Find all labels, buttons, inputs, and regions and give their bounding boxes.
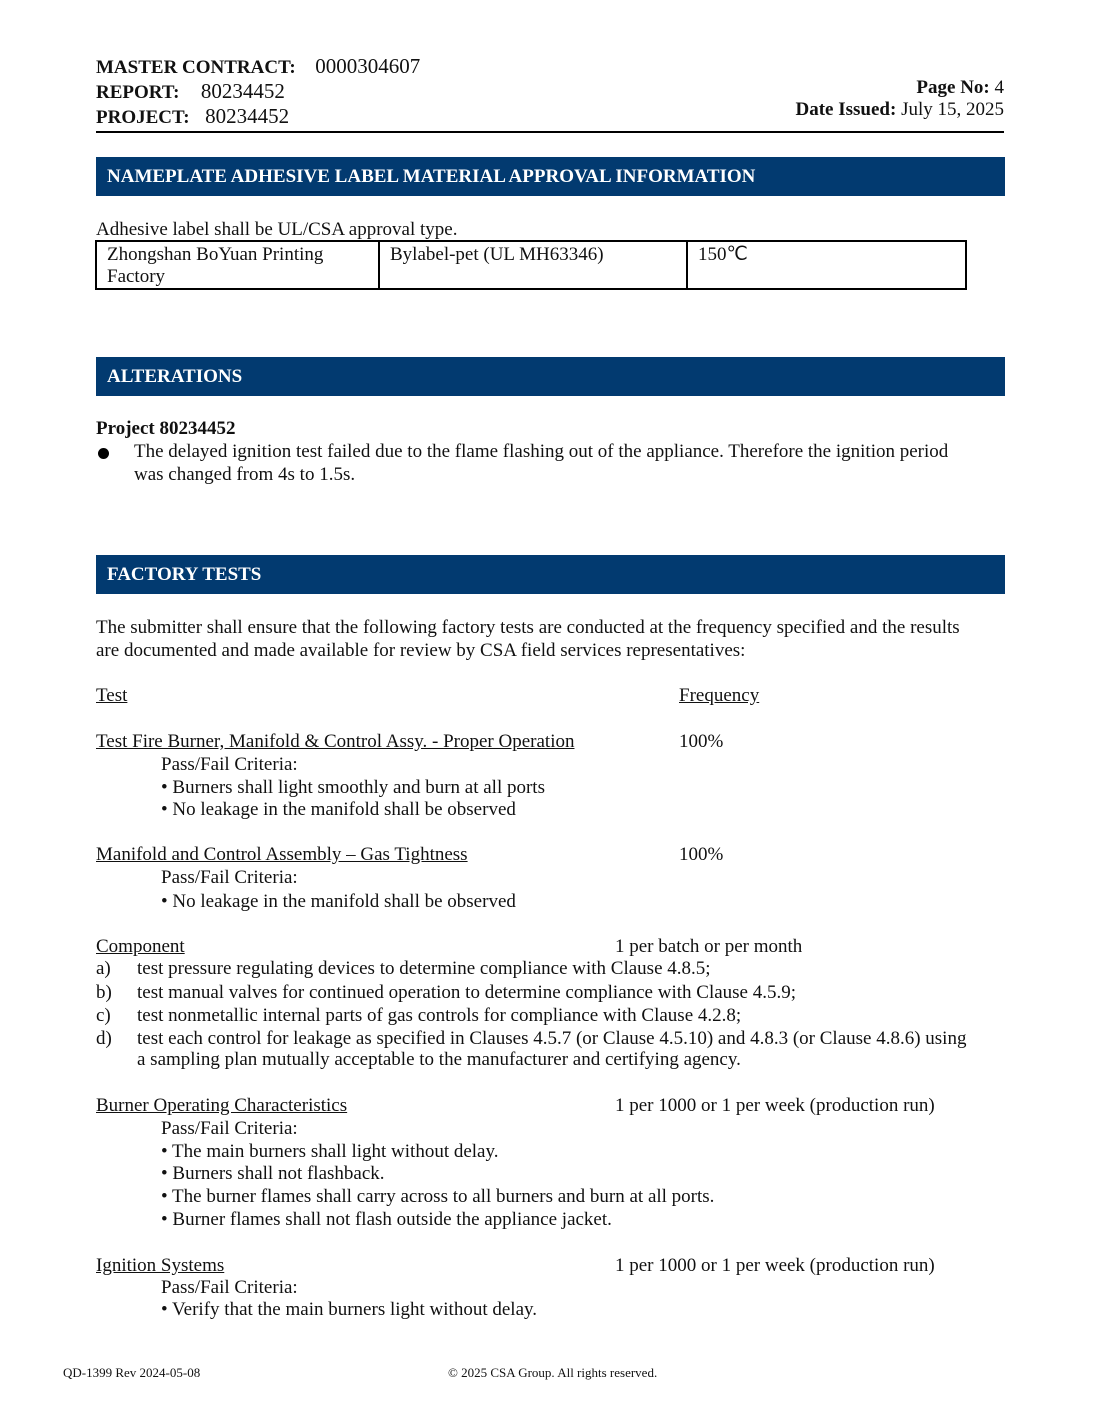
criteria-item: • No leakage in the manifold shall be observed <box>161 891 516 912</box>
factory-intro-line-2: are documented and made available for review by CSA field services representatives: <box>96 640 746 661</box>
criteria-item: • Burner flames shall not flash outside the appliance jacket. <box>161 1209 612 1230</box>
criteria-item: • Burners shall not flashback. <box>161 1163 385 1184</box>
criteria-label: Pass/Fail Criteria: <box>161 867 298 888</box>
test-name: Burner Operating Characteristics <box>96 1095 348 1116</box>
test-frequency: 1 per 1000 or 1 per week (production run) <box>615 1255 935 1276</box>
list-letter: a) <box>96 958 111 979</box>
table-row <box>96 241 966 289</box>
list-item: test manual valves for continued operation to determine compliance with Clause 4.5.9; <box>137 982 797 1003</box>
test-frequency: 1 per batch or per month <box>615 936 803 957</box>
project-value: 80234452 <box>205 104 290 128</box>
date-label: Date Issued: <box>795 99 897 120</box>
list-letter: c) <box>96 1005 111 1026</box>
page-value: 4 <box>994 77 1004 98</box>
report-value: 80234452 <box>200 79 285 103</box>
alterations-section-header: ALTERATIONS <box>96 357 1005 396</box>
master-contract-line <box>96 54 420 79</box>
column-header-test: Test <box>96 685 128 706</box>
column-header-frequency: Frequency <box>679 685 760 706</box>
test-name: Component <box>96 936 185 957</box>
temperature-cell: 150℃ <box>687 241 966 289</box>
project-heading: Project 80234452 <box>96 418 236 439</box>
supplier-line-2: Factory <box>107 266 166 287</box>
criteria-item: • The main burners shall light without delay. <box>161 1141 499 1162</box>
criteria-item: • Burners shall light smoothly and burn at all ports <box>161 777 545 798</box>
list-item: test nonmetallic internal parts of gas controls for compliance with Clause 4.2.8; <box>137 1005 742 1026</box>
bullet-icon <box>98 448 109 459</box>
page-number <box>916 77 1004 99</box>
supplier-cell <box>96 241 379 289</box>
form-id: QD-1399 Rev 2024-05-08 <box>63 1365 201 1380</box>
test-name: Ignition Systems <box>96 1255 225 1276</box>
criteria-label: Pass/Fail Criteria: <box>161 1277 298 1298</box>
nameplate-section-header: NAMEPLATE ADHESIVE LABEL MATERIAL APPROVAL INFORMATION <box>96 157 1005 196</box>
factory-tests-section-header: FACTORY TESTS <box>96 555 1005 594</box>
master-contract-value: 0000304607 <box>315 54 421 78</box>
list-item: test each control for leakage as specified in Clauses 4.5.7 (or Clause 4.5.10) and 4.8.3 (or Clause 4.8.6) using <box>137 1028 967 1049</box>
project-label: PROJECT: <box>96 107 190 128</box>
list-item-continuation: a sampling plan mutually acceptable to the manufacturer and certifying agency. <box>137 1049 741 1070</box>
nameplate-intro: Adhesive label shall be UL/CSA approval type. <box>96 219 458 240</box>
list-letter: b) <box>96 982 112 1003</box>
date-value: July 15, 2025 <box>901 99 1004 120</box>
test-name: Test Fire Burner, Manifold & Control Assy. - Proper Operation <box>96 731 575 752</box>
test-frequency: 100% <box>679 731 724 752</box>
criteria-item: • No leakage in the manifold shall be observed <box>161 799 516 820</box>
header-divider <box>96 131 1004 133</box>
page-label: Page No: <box>916 77 990 98</box>
master-contract-label: MASTER CONTRACT: <box>96 57 296 78</box>
copyright: © 2025 CSA Group. All rights reserved. <box>448 1365 658 1380</box>
test-frequency: 100% <box>679 844 724 865</box>
list-letter: d) <box>96 1028 112 1049</box>
factory-intro-line-1: The submitter shall ensure that the following factory tests are conducted at the frequency specified and the results <box>96 617 960 638</box>
test-name: Manifold and Control Assembly – Gas Tightness <box>96 844 468 865</box>
criteria-item: • Verify that the main burners light without delay. <box>161 1299 538 1320</box>
label-material-table <box>95 240 967 290</box>
list-item: test pressure regulating devices to determine compliance with Clause 4.8.5; <box>137 958 711 979</box>
date-issued <box>796 99 1005 121</box>
report-label: REPORT: <box>96 82 180 103</box>
supplier-line-1: Zhongshan BoYuan Printing <box>107 244 324 265</box>
criteria-label: Pass/Fail Criteria: <box>161 1118 298 1139</box>
test-frequency: 1 per 1000 or 1 per week (production run) <box>615 1095 935 1116</box>
alteration-text-line-1: The delayed ignition test failed due to the flame flashing out of the appliance. Therefore the ignition period <box>134 441 949 462</box>
criteria-label: Pass/Fail Criteria: <box>161 754 298 775</box>
report-line <box>96 79 285 104</box>
material-cell: Bylabel-pet (UL MH63346) <box>379 241 687 289</box>
criteria-item: • The burner flames shall carry across to all burners and burn at all ports. <box>161 1186 715 1207</box>
alteration-text-line-2: was changed from 4s to 1.5s. <box>134 464 356 485</box>
project-line <box>96 104 289 129</box>
